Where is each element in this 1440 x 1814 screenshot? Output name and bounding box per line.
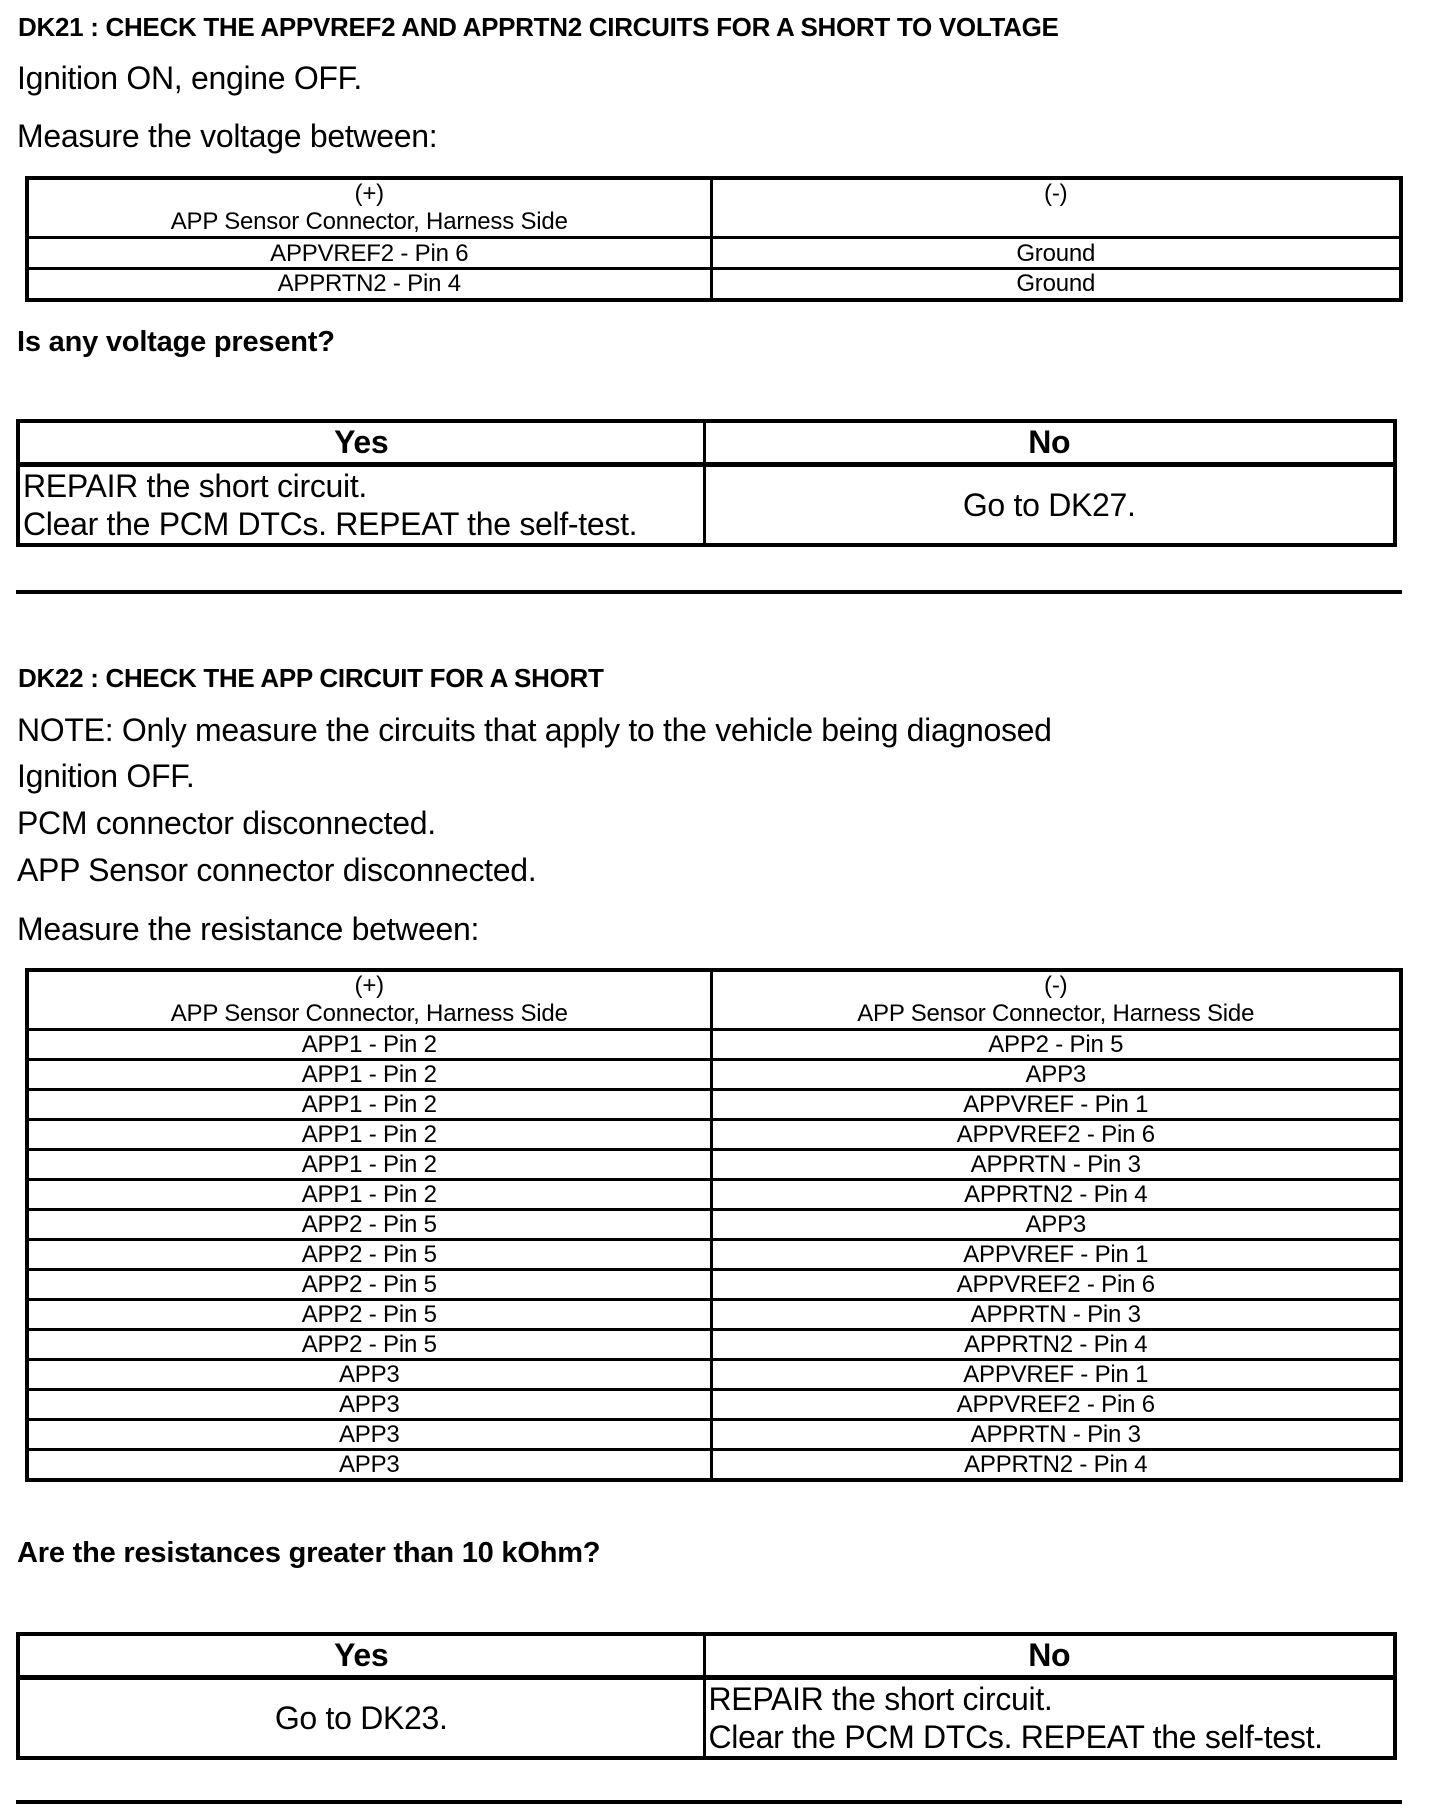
no-action [704,1678,1395,1759]
no-header: No [704,1634,1395,1678]
header-polarity: (+) [354,180,384,207]
yes-action [18,465,704,546]
table-row [27,1360,1401,1390]
table-row [27,1150,1401,1180]
dk21-condition: Ignition ON, engine OFF. [17,60,362,96]
dk21-decision-table [16,419,1397,547]
minus-cell: APPVREF2 - Pin 6 [711,1120,1401,1150]
dk22-condition: PCM connector disconnected. [17,805,436,841]
minus-cell: APPRTN2 - Pin 4 [711,1450,1401,1481]
table-row [27,1090,1401,1120]
minus-cell: APPRTN2 - Pin 4 [711,1330,1401,1360]
header-polarity: (-) [1044,180,1068,207]
action-line: REPAIR the short circuit. [708,1681,1053,1717]
plus-column-header [27,178,711,238]
action-line: Clear the PCM DTCs. REPEAT the self-test. [708,1719,1323,1755]
minus-cell: APPVREF - Pin 1 [711,1360,1401,1390]
plus-cell: APP2 - Pin 5 [27,1270,711,1300]
dk21-voltage-table [25,176,1403,302]
minus-cell: APPRTN2 - Pin 4 [711,1180,1401,1210]
minus-cell: APPVREF2 - Pin 6 [711,1270,1401,1300]
yes-action [18,1678,704,1759]
table-row [27,238,1401,269]
plus-cell: APP1 - Pin 2 [27,1090,711,1120]
plus-cell: APP2 - Pin 5 [27,1300,711,1330]
minus-column-header [711,178,1401,238]
dk22-condition: Ignition OFF. [17,758,195,794]
minus-cell: APP3 [711,1060,1401,1090]
dk22-note: NOTE: Only measure the circuits that apply to the vehicle being diagnosed [17,712,1052,748]
plus-cell: APP2 - Pin 5 [27,1240,711,1270]
yes-header: Yes [18,1634,704,1678]
dk22-question: Are the resistances greater than 10 kOhm? [17,1537,601,1569]
no-header: No [704,421,1395,465]
table-header-row [27,178,1401,238]
table-row [27,1270,1401,1300]
table-row [27,1240,1401,1270]
plus-cell: APP2 - Pin 5 [27,1330,711,1360]
dk22-title: DK22 : CHECK THE APP CIRCUIT FOR A SHORT [18,663,604,693]
minus-column-header [711,970,1401,1030]
plus-cell: APP3 [27,1360,711,1390]
dk22-measure-label: Measure the resistance between: [17,911,480,947]
minus-cell: APPRTN - Pin 3 [711,1300,1401,1330]
section-divider [16,590,1402,594]
minus-cell: APPVREF - Pin 1 [711,1240,1401,1270]
plus-cell: APP1 - Pin 2 [27,1180,711,1210]
plus-cell: APPVREF2 - Pin 6 [27,238,711,269]
plus-column-header [27,970,711,1030]
minus-cell: APPRTN - Pin 3 [711,1420,1401,1450]
table-row [27,1330,1401,1360]
dk22-table-body [27,1030,1401,1481]
table-row [27,1180,1401,1210]
minus-cell: APP2 - Pin 5 [711,1030,1401,1060]
minus-cell: Ground [711,238,1401,269]
table-header-row [27,970,1401,1030]
table-row [27,1450,1401,1481]
header-connector: APP Sensor Connector, Harness Side [857,1000,1255,1027]
minus-cell: APPRTN - Pin 3 [711,1150,1401,1180]
dk21-title: DK21 : CHECK THE APPVREF2 AND APPRTN2 CIRCUITS FOR A SHORT TO VOLTAGE [18,12,1059,42]
minus-cell: APPVREF2 - Pin 6 [711,1390,1401,1420]
plus-cell: APP1 - Pin 2 [27,1030,711,1060]
action-line: REPAIR the short circuit. [23,468,368,504]
dk22-decision-table [16,1632,1397,1760]
plus-cell: APP1 - Pin 2 [27,1150,711,1180]
plus-cell: APP2 - Pin 5 [27,1210,711,1240]
minus-cell: APPVREF - Pin 1 [711,1090,1401,1120]
section-divider [16,1800,1402,1804]
table-row [27,1300,1401,1330]
table-row [27,1420,1401,1450]
table-row [27,1060,1401,1090]
table-row [27,1210,1401,1240]
plus-cell: APP3 [27,1420,711,1450]
table-row [27,1030,1401,1060]
plus-cell: APP3 [27,1390,711,1420]
table-row [27,269,1401,300]
dk22-resistance-table [25,968,1403,1482]
goto-dk27-link[interactable]: Go to DK27. [962,486,1136,523]
dk22-condition: APP Sensor connector disconnected. [17,852,537,888]
plus-cell: APP1 - Pin 2 [27,1060,711,1090]
plus-cell: APPRTN2 - Pin 4 [27,269,711,300]
no-action [704,465,1395,546]
minus-cell: APP3 [711,1210,1401,1240]
header-connector: APP Sensor Connector, Harness Side [170,1000,568,1027]
header-polarity: (+) [354,972,384,999]
minus-cell: Ground [711,269,1401,300]
dk21-measure-label: Measure the voltage between: [17,118,438,154]
action-line: Clear the PCM DTCs. REPEAT the self-test. [23,506,638,542]
yes-header: Yes [18,421,704,465]
header-polarity: (-) [1044,972,1068,999]
dk21-question: Is any voltage present? [17,326,335,358]
header-connector: APP Sensor Connector, Harness Side [170,208,568,235]
plus-cell: APP1 - Pin 2 [27,1120,711,1150]
table-row [27,1390,1401,1420]
plus-cell: APP3 [27,1450,711,1481]
table-row [27,1120,1401,1150]
goto-dk23-link[interactable]: Go to DK23. [274,1699,448,1736]
